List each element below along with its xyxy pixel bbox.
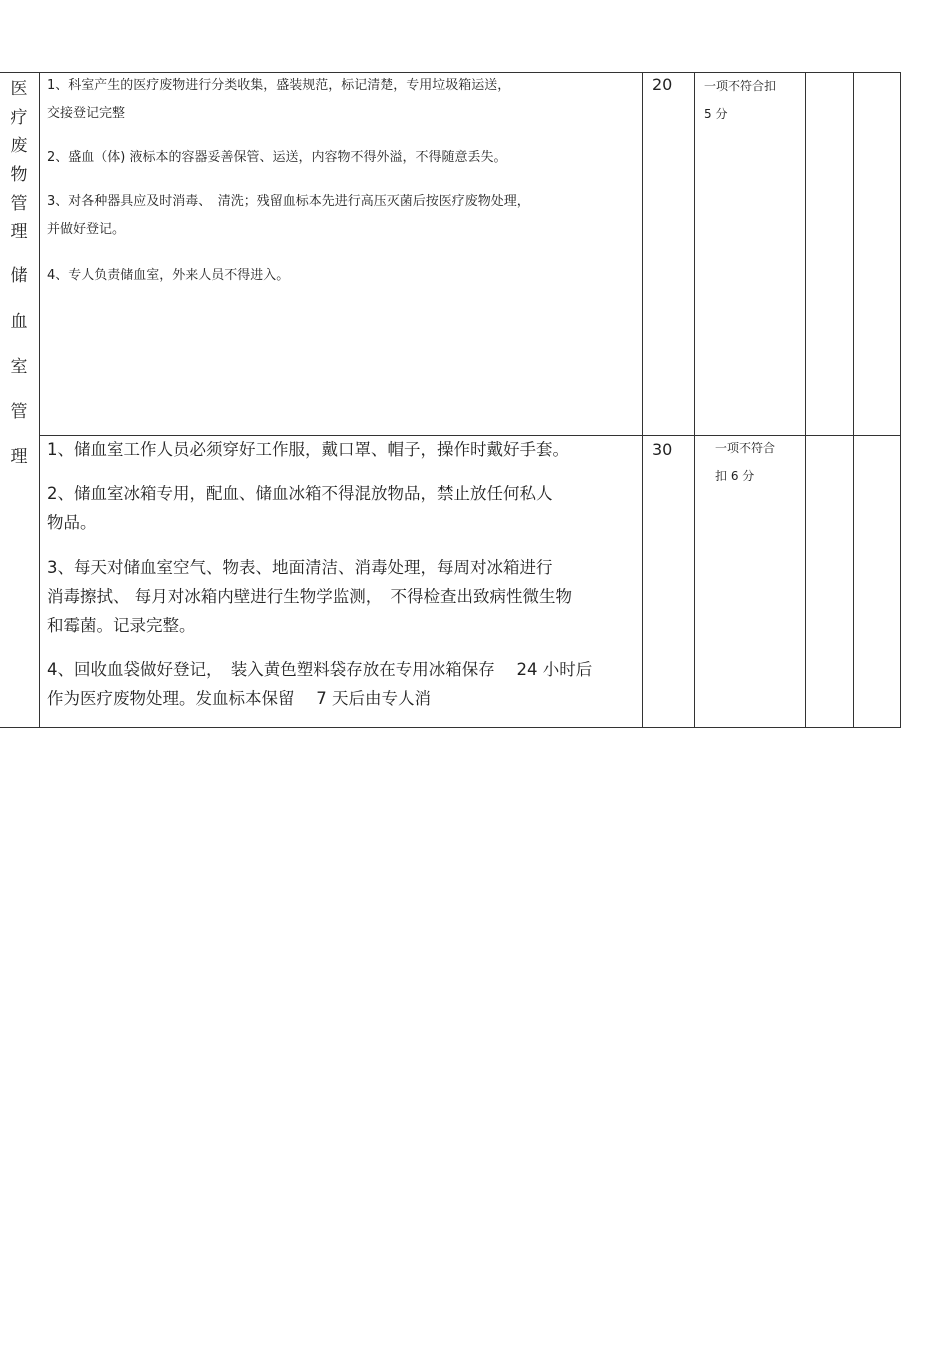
category-char: 室 [10,357,28,377]
requirement-line: 2、盛血（体) 液标本的容器妥善保管、运送，内容物不得外溢，不得随意丢失。 [47,150,507,165]
category-column-border [39,72,40,728]
requirement-item [47,553,572,640]
deduction-line: 一项不符合 [715,441,776,455]
category-char: 管 [10,402,28,422]
requirement-line: 4、专人负责储血室，外来人员不得进入。 [47,268,290,283]
category-char: 血 [10,312,28,332]
category-char: 理 [10,222,28,242]
requirement-item [47,655,592,713]
deduction-line: 5 分 [704,107,728,121]
requirement-item [47,262,289,290]
category-char: 管 [10,194,28,214]
rule-column-border [805,72,806,728]
requirement-line: 和霉菌。记录完整。 [47,616,196,635]
requirement-item [47,188,530,244]
requirement-line: 作为医疗废物处理。发血标本保留 7 天后由专人消 [47,689,431,708]
deduction-line: 一项不符合扣 [704,79,777,93]
score-value: 20 [652,75,673,94]
requirement-line: 并做好登记。 [47,222,126,237]
inspection-table [0,72,901,728]
requirement-line: 3、每天对储血室空气、物表、地面清洁、消毒处理，每周对冰箱进行 [47,558,553,577]
score-column-border [694,72,695,728]
category-char: 理 [10,447,28,467]
content-column-border [642,72,643,728]
requirement-line: 消毒擦拭、 每月对冰箱内壁进行生物学监测， 不得检查出致病性微生物 [47,587,572,606]
requirement-line: 2、储血室冰箱专用，配血、储血冰箱不得混放物品，禁止放任何私人 [47,484,553,503]
requirement-line: 1、储血室工作人员必须穿好工作服，戴口罩、帽子，操作时戴好手套。 [47,440,569,459]
requirement-line: 4、回收血袋做好登记， 装入黄色塑料袋存放在专用冰箱保存 24 小时后 [47,660,593,679]
deduction-line: 扣 6 分 [715,469,755,483]
table-bottom-border [0,727,901,728]
requirement-line: 1、科室产生的医疗废物进行分类收集，盛装规范，标记清楚，专用垃圾箱运送， [47,78,511,93]
category-char: 储 [10,266,28,286]
requirement-line: 交接登记完整 [47,106,126,121]
requirement-item [47,144,506,172]
score-value: 30 [652,440,673,459]
deduction-rule [704,72,776,128]
deduction-rule [715,434,775,490]
category-char: 医 [10,79,28,99]
category-char: 废 [10,136,28,156]
requirement-line: 3、对各种器具应及时消毒、 清洗；残留血标本先进行高压灭菌后按医疗废物处理， [47,194,530,209]
requirement-item [47,435,569,464]
table-right-border [900,72,901,728]
category-char: 疗 [10,108,28,128]
requirement-line: 物品。 [47,513,97,532]
category-char: 物 [10,165,28,185]
blank-column-border [853,72,854,728]
requirement-item [47,72,510,128]
requirement-item [47,479,553,537]
